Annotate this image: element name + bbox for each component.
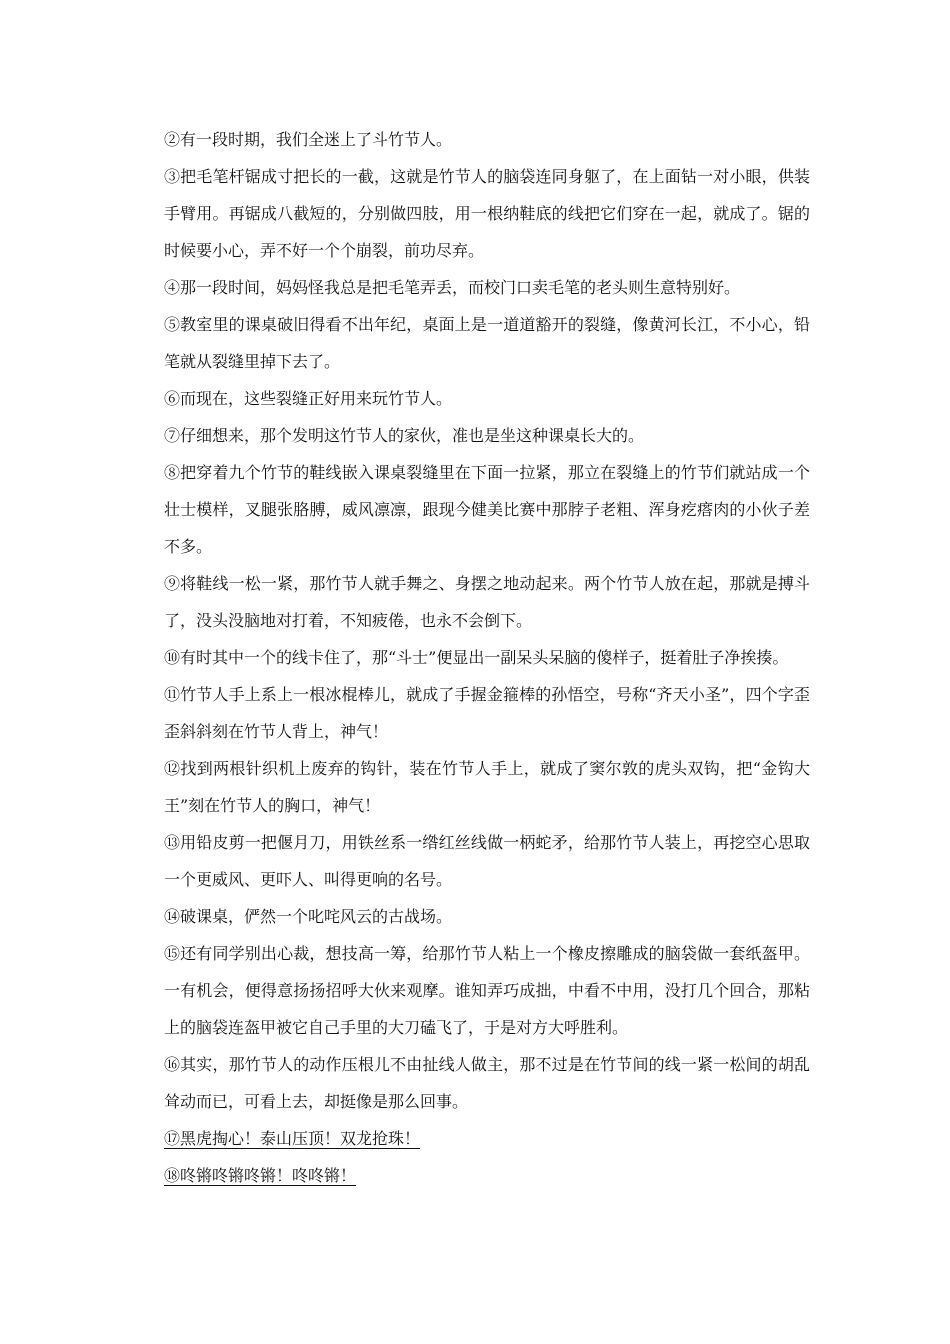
underlined-text: ⑱咚锵咚锵咚锵！咚咚锵！ [164, 1166, 357, 1185]
paragraph-5: ⑤教室里的课桌破旧得看不出年纪，桌面上是一道道豁开的裂缝，像黄河长江，不小心，铅笔就从裂缝里掉下去了。 [164, 315, 810, 371]
paragraph-4: ④那一段时间，妈妈怪我总是把毛笔弄丢，而校门口卖毛笔的老头则生意特别好。 [164, 278, 741, 297]
paragraph-7: ⑦仔细想来，那个发明这竹节人的家伙，准也是坐这种课桌长大的。 [164, 426, 645, 445]
paragraph-9: ⑨将鞋线一松一紧，那竹节人就手舞之、身摆之地动起来。两个竹节人放在起，那就是搏斗了，没头没脑地对打着，不知疲倦，也永不会倒下。 [164, 574, 810, 630]
paragraph-16: ⑯其实，那竹节人的动作压根儿不由扯线人做主，那不过是在竹节间的线一紧一松间的胡乱耸动而已，可看上去，却挺像是那么回事。 [164, 1055, 810, 1111]
paragraph-13: ⑬用铅皮剪一把偃月刀，用铁丝系一绺红丝线做一柄蛇矛，给那竹节人装上，再挖空心思取一个更威风、更吓人、叫得更响的名号。 [164, 833, 810, 889]
paragraph-2: ②有一段时期，我们全迷上了斗竹节人。 [164, 130, 453, 149]
paragraph-6: ⑥而现在，这些裂缝正好用来玩竹节人。 [164, 389, 453, 408]
paragraph-10: ⑩有时其中一个的线卡住了，那“斗士”便显出一副呆头呆脑的傻样子，挺着肚子净挨揍。 [164, 648, 789, 667]
paragraph-15: ⑮还有同学别出心裁，想技高一筹，给那竹节人粘上一个橡皮擦雕成的脑袋做一套纸盔甲。一有机会，便得意扬扬招呼大伙来观摩。谁知弄巧成拙，中看不中用，没打几个回合，那粘上的脑袋连盔甲被它自己手里的大刀磕飞了，于是对方大呼胜利。 [164, 944, 810, 1037]
paragraph-12: ⑫找到两根针织机上废弃的钩针，装在竹节人手上，就成了窦尔敦的虎头双钩，把“金钩大王”刻在竹节人的胸口，神气！ [164, 759, 810, 815]
paragraph-17 [164, 1120, 810, 1157]
paragraph-18 [164, 1157, 810, 1194]
paragraph-3: ③把毛笔杆锯成寸把长的一截，这就是竹节人的脑袋连同身躯了，在上面钻一对小眼，供装手臂用。再锯成八截短的，分别做四肢，用一根纳鞋底的线把它们穿在一起，就成了。锯的时候要小心，弄不好一个个崩裂，前功尽弃。 [164, 167, 810, 260]
paragraph-8: ⑧把穿着九个竹节的鞋线嵌入课桌裂缝里在下面一拉紧，那立在裂缝上的竹节们就站成一个壮士模样，叉腿张胳膊，威风凛凛，跟现今健美比赛中那脖子老粗、浑身疙瘩肉的小伙子差不多。 [164, 463, 810, 556]
underlined-text: ⑰黑虎掏心！泰山压顶！双龙抢珠！ [164, 1129, 421, 1148]
paragraph-14: ⑭破课桌，俨然一个叱咤风云的古战场。 [164, 907, 453, 926]
paragraph-11: ⑪竹节人手上系上一根冰棍棒儿，就成了手握金箍棒的孙悟空，号称“齐天小圣”，四个字歪歪斜斜刻在竹节人背上，神气！ [164, 685, 810, 741]
document-body [164, 121, 810, 1194]
